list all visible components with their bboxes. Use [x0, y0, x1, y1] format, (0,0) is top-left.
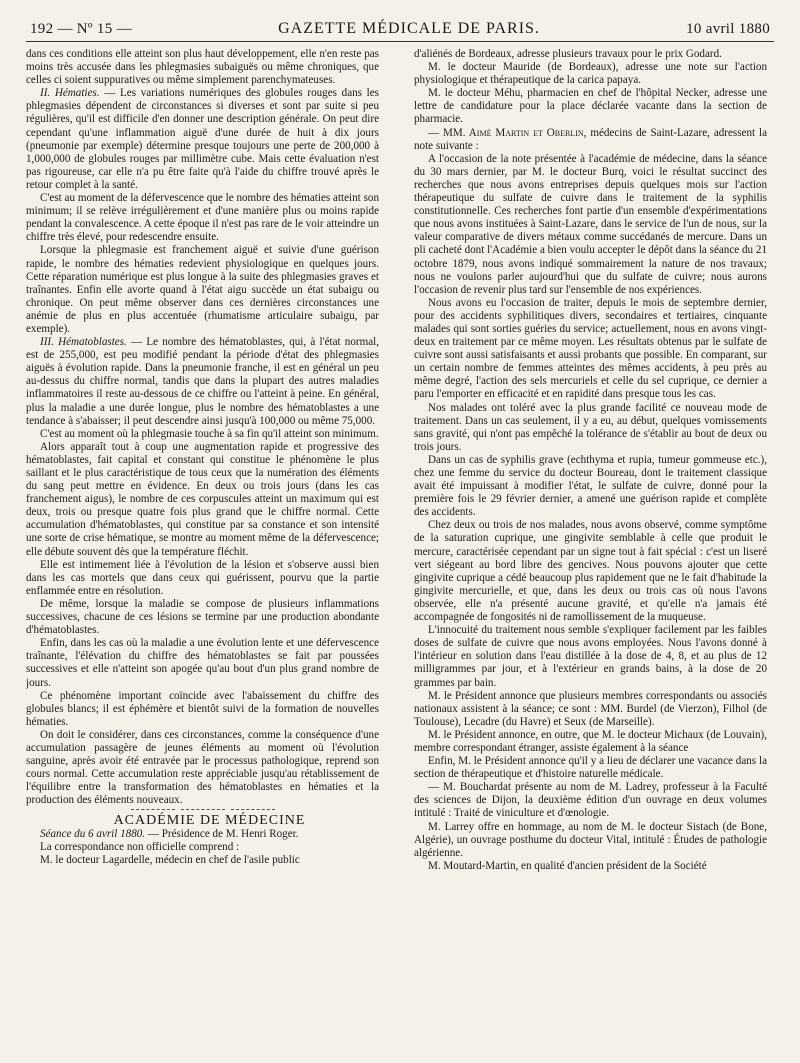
paragraph: d'aliénés de Bordeaux, adresse plusieurs travaux pour le prix Godard. [414, 48, 722, 60]
paragraph: Enfin, dans les cas où la maladie a une évolution lente et une défervescence traînante, l'élévation du chiffre des hématoblastes se fait par poussées successives et elle n'atteint son apogée qu'au bout d'un plus grand nombre de jours. [26, 637, 379, 689]
paragraph-authors [414, 127, 767, 153]
paragraph-text: médecins de Saint-Lazare, adressent la note suivante : [414, 126, 767, 152]
paragraph-text: — Le nombre des hématoblastes, qui, à l'état normal, est de 255,000, est peu modifié pendant la période d'état des phlegmasies aiguës à évolution rapide. Dans la pneumonie franche, il est en général un peu au-dessus du chiffre normal, tandis que dans la plupart des autres maladies inflammatoires il reste au-dessous de ce chiffre ou l'atteint à peine. En général, plus la maladie a une durée longue, plus le nombre des hématoblastes a une tendance à s'abaisser; il peut descendre ainsi jusqu'à 100,000 ou même 75,000. [26, 336, 379, 427]
paragraph: M. le docteur Lagardelle, médecin en chef de l'asile public [40, 853, 300, 866]
left-column [26, 48, 379, 1058]
paragraph: Ce phénomène important coïncide avec l'abaissement du chiffre des globules blancs; il est éphémère et bientôt suivi de la formation de nouvelles hématies. [26, 689, 379, 728]
paragraph: Dans un cas de syphilis grave (echthyma et rupia, tumeur gommeuse etc.), chez une femme du service du docteur Boureau, dont le traitement classique avait été impuissant à modifier l'état, le sulfate de cuivre, donné pour la première fois le 29 février dernier, a amené une guérison rapide et complète des accidents. [414, 453, 767, 519]
author-names: — MM. Aimé Martin et Oberlin, [428, 126, 587, 139]
paragraph: M. Larrey offre en hommage, au nom de M. le docteur Sistach (de Bone, Algérie), un ouvrage posthume du docteur Vital, intitulé : Études de pathologie algérienne. [414, 820, 767, 859]
paragraph: M. le docteur Méhu, pharmacien en chef de l'hôpital Necker, adresse une lettre de candidature pour la place déclarée vacante dans la section de pharmacie. [414, 87, 767, 126]
session-line [26, 828, 379, 841]
paragraph: De même, lorsque la maladie se compose de plusieurs inflammations successives, chacune de ces lésions se termine par une production abondante d'hématoblastes. [26, 597, 379, 637]
header-rule [26, 41, 774, 42]
journal-title: GAZETTE MÉDICALE DE PARIS. [278, 20, 540, 37]
section-divider [26, 809, 379, 810]
paragraph: Chez deux ou trois de nos malades, nous avons observé, comme symptôme de la saturation cuprique, une gingivite semblable à celle que produit le mercure, caractérisée cependant par un signe tout à fait spécial : c'est un liseré vert siégeant au bord libre des gencives. Nous pouvons ajouter que cette gingivite cuprique a cédé beaucoup plus rapidement que ne le fait d'habitude la gingivite mercurielle, et que, dans les deux ou trois cas où nous l'avons observée, elle n'a présenté aucune gravité, et qu'elle n'a jamais été accompagnée de fongosités ni de ramollissement de la muqueuse. [414, 519, 767, 624]
paragraph-text: — Les variations numériques des globules rouges dans les phlegmasies dépendent de circonstances si diverses et sont par suite si peu régulières, qu'il est difficile d'en donner une description générale. On peut dire cependant qu'une inflammation aiguë d'une durée de huit à dix jours (pneumonie par exemple) détermine presque toujours une perte de 200,000 à 1,000,000 de globules rouges par millimètre cube. Mais cette évaluation n'est pas rigoureuse, car elle n'a pu être faite qu'à l'aide du chiffre trouvé après le retour complet à la santé. [26, 87, 379, 191]
session-president: — Présidence de M. Henri Roger. [145, 827, 299, 840]
paragraph: Enfin, M. le Président annonce qu'il y a lieu de déclarer une vacance dans la section de thérapeutique et d'histoire naturelle médicale. [414, 755, 767, 781]
section-heading: ACADÉMIE DE MÉDECINE [113, 813, 306, 829]
paragraph: Elle est intimement liée à l'évolution de la lésion et s'observe aussi bien dans les cas mortels que dans ceux qui guérissent, pourvu que la partie enflammée entre en résolution. [26, 558, 379, 597]
section-label: III. Hématoblastes. [40, 336, 127, 349]
paragraph-hematoblastes [26, 336, 379, 428]
paragraph: C'est au moment de la défervescence que le nombre des hématies atteint son minimum; il se relève irrégulièrement et d'une manière plus ou moins rapide pendant la convalescence. A cette époque il n'est pas rare de le voir atteindre un chiffre très élevé, pour redescendre ensuite. [26, 192, 379, 244]
paragraph: M. Moutard-Martin, en qualité d'ancien président de la Société [428, 859, 707, 872]
paragraph: Nous avons eu l'occasion de traiter, depuis le mois de septembre dernier, pour des accidents syphilitiques divers, secondaires et tertiaires, cinquante malades qui sont sorties guéries du service; actuellement, nous en avons vingt-deux en traitement par ce même moyen. Les résultats obtenus par le sulfate de cuivre sont aussi satisfaisants et aussi probants que possible. En comparant, sur un certain nombre de femmes atteintes des mêmes accidents, à peu près au même degré, l'action des sels mercuriels et celle du sel cuprique, ce dernier a paru l'emporter en efficacité et en rapidité dans presque tous les cas. [414, 296, 767, 401]
paragraph: — M. Bouchardat présente au nom de M. Ladrey, professeur à la Faculté des sciences de Dijon, la deuxième édition d'un ouvrage en deux volumes intitulé : Traité de viniculture et d'œnologie. [414, 781, 767, 820]
page-number: 192 — Nº 15 — [30, 21, 132, 37]
section-label: II. Hématies. [40, 87, 100, 100]
right-column [414, 48, 767, 1058]
issue-date: 10 avril 1880 [686, 21, 770, 37]
paragraph: M. le Président annonce que plusieurs membres correspondants ou associés nationaux assistent à la séance; ce sont : MM. Burdel (de Vierzon), Filhol (de Toulouse), Lecadre (du Havre) et Seux (de Marseille). [414, 689, 767, 728]
page-header [30, 12, 770, 38]
paragraph: dans ces conditions elle atteint son plus haut développement, elle n'en reste pas moins très accusée dans les phlegmasies subaiguës ou même chroniques, que celles ci soient suppuratives ou même simplement parenchymateuses. [26, 48, 379, 87]
session-date: Séance du 6 avril 1880. [40, 827, 146, 840]
paragraph: C'est au moment où la phlegmasie touche à sa fin qu'il atteint son minimum. [40, 427, 379, 440]
paragraph: On doit le considérer, dans ces circonstances, comme la conséquence d'une accumulation passagère de jeunes éléments au moment où l'évolution sanguine, après avoir été entravée par le processus pathologique, reprend son cours normal. Cette accumulation reste appréciable jusqu'au rétablissement de l'équilibre entre la transformation des hématoblastes en hématies et la production des éléments nouveaux. [26, 728, 379, 807]
paragraph: La correspondance non officielle comprend : [40, 840, 240, 853]
paragraph: Nos malades ont toléré avec la plus grande facilité ce nouveau mode de traitement. Dans un cas seulement, il y a eu, au début, quelques vomissements sans gravité, qui n'ont pas empêché la tolérance de s'établir au bout de deux ou trois jours. [414, 401, 767, 453]
paragraph: Lorsque la phlegmasie est franchement aiguë et suivie d'une guérison rapide, le nombre des hématies redevient physiologique en quelques jours. Cette réparation numérique est plus longue à la suite des phlegmasies graves et traînantes. Enfin elle avorte quand à l'état aigu succède un état subaigu ou chronique. On peut même observer dans ces dernières circonstances une anémie de plus en plus accentuée (rhumatisme articulaire subaigu, par exemple). [26, 244, 379, 335]
paragraph: Alors apparaît tout à coup une augmentation rapide et progressive des hématoblastes, fait capital et constant qui constitue le phénomène le plus saillant et le plus caractéristique de tous ceux que la numération des éléments du sang peut mettre en évidence. En deux ou trois jours (dans les cas franchement aigus), le nombre de ces corpuscules atteint un maximum qui est deux, trois ou presque quatre fois plus grand que le chiffre normal. Cette accumulation d'hématoblastes, qui constitue par sa constance et son intensité une sorte de crise hématique, se montre au moment même de la défervescence; elle débute souvent dès que la température fléchit. [26, 440, 379, 558]
paragraph: A l'occasion de la note présentée à l'académie de médecine, dans la séance du 30 mars dernier, par M. le docteur Burq, voici le résultat succinct des recherches que nous avons entreprises depuis quelques mois sur l'action thérapeutique du sulfate de cuivre dans le traitement de la syphilis constitutionnelle. Ces recherches font partie d'un ensemble d'expérimentations que nous avons instituées à Saint-Lazare, dans le service de l'un de nous, sur la valeur comparative de divers métaux comme succédanés de mercure. Dans un pli cacheté dont l'Académie a bien voulu accepter le dépôt dans la séance du 21 octobre 1879, nous avons indiqué sommairement la nature de nos travaux; nous ne voulons parler aujourd'hui que du sulfate de cuivre; nous aurons l'occasion de revenir plus tard sur l'ensemble de nos expériences. [414, 152, 767, 296]
paragraph: M. le docteur Mauride (de Bordeaux), adresse une note sur l'action physiologique et thérapeutique de la carica papaya. [414, 61, 767, 87]
paragraph-hematies [26, 87, 379, 192]
paragraph: L'innocuité du traitement nous semble s'expliquer facilement par les faibles doses de sulfate de cuivre que nous avons employées. Nous l'avons donné à l'intérieur en solution dans l'eau distillée à la dose de 4, 8, et au plus de 12 milligrammes par jour, et à l'extérieur en grands bains, à la dose de 20 grammes par bain. [414, 624, 767, 689]
paragraph: M. le Président annonce, en outre, que M. le docteur Michaux (de Louvain), membre correspondant étranger, assiste également à la séance [414, 728, 767, 754]
